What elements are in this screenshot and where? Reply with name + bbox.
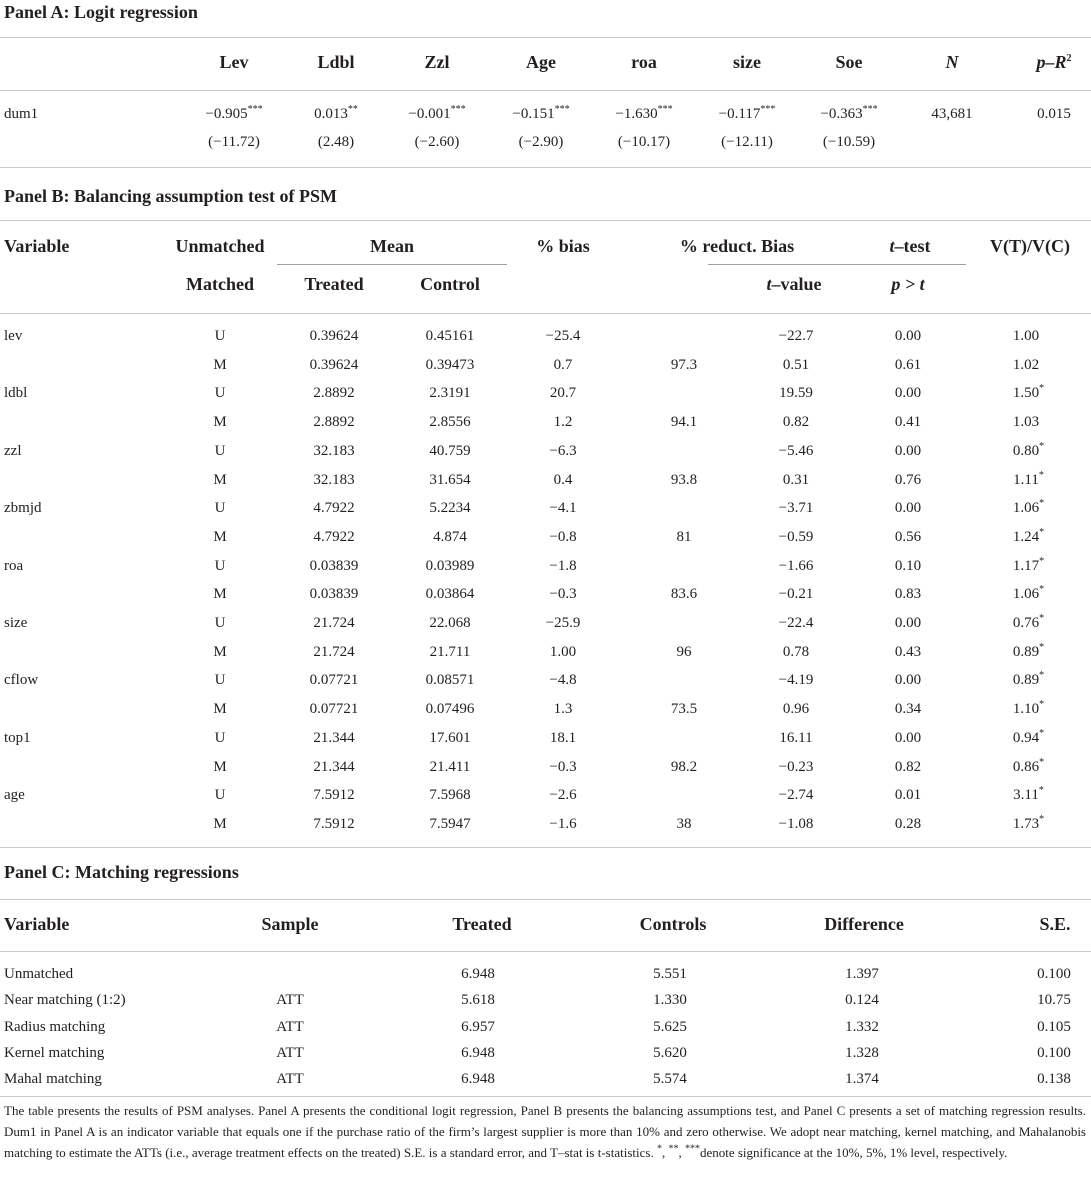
coef-cell: −0.905***: [205, 104, 263, 122]
bias-cell: 20.7: [549, 385, 577, 402]
control-mean-cell: 17.601: [429, 729, 471, 746]
vratio-cell: 1.11 *: [1013, 469, 1044, 488]
t-value-cell: −4.19: [778, 672, 814, 689]
unmatched-matched-cell: M: [213, 356, 227, 373]
p-value-cell: 0.00: [894, 672, 922, 689]
divider: [0, 899, 1091, 900]
se-cell: 0.105: [1037, 1018, 1071, 1035]
unmatched-matched-cell: M: [213, 414, 227, 431]
sample-cell: ATT: [276, 992, 304, 1009]
col-header-ldbl: Ldbl: [317, 52, 355, 72]
vratio-cell: 1.10 *: [1012, 699, 1045, 718]
treated-mean-cell: 0.03839: [309, 557, 359, 574]
bias-cell: −1.8: [549, 557, 577, 574]
col-header-variable: Variable: [4, 914, 70, 934]
bias-cell: 0.7: [553, 356, 573, 373]
mean-underline: [277, 264, 507, 265]
controls-cell: 5.574: [653, 1071, 687, 1088]
col-header-n: N: [945, 52, 959, 72]
p-value-cell: 0.01: [894, 787, 922, 804]
variable-cell: roa: [4, 557, 24, 574]
bias-cell: −2.6: [549, 787, 577, 804]
bias-cell: 1.3: [553, 701, 573, 718]
variable-cell: Radius matching: [4, 1018, 106, 1035]
unmatched-matched-cell: U: [214, 500, 226, 517]
p-value-cell: 0.00: [894, 729, 922, 746]
unmatched-matched-cell: U: [214, 672, 226, 689]
treated-mean-cell: 4.7922: [313, 500, 355, 517]
treated-mean-cell: 0.07721: [309, 672, 359, 689]
sample-cell: ATT: [276, 1071, 304, 1088]
treated-mean-cell: 21.344: [313, 758, 355, 775]
reduct-bias-cell: 97.3: [670, 356, 698, 373]
unmatched-matched-cell: U: [214, 557, 226, 574]
variable-cell: lev: [4, 328, 23, 344]
t-value-cell: −0.59: [778, 528, 814, 545]
reduct-bias-cell: 38: [676, 815, 692, 832]
se-cell: 0.100: [1037, 966, 1071, 982]
variable-cell: Unmatched: [4, 966, 74, 982]
variable-cell: top1: [4, 729, 31, 746]
coef-cell: −0.363***: [820, 104, 878, 122]
unmatched-matched-cell: U: [214, 787, 226, 804]
variable-cell: zzl: [4, 442, 22, 459]
col-header-size: size: [733, 52, 761, 72]
col-header-pr2: $p-R^2$: [1036, 52, 1072, 72]
control-mean-cell: 2.3191: [429, 385, 471, 402]
p-value-cell: 0.56: [894, 528, 922, 545]
treated-mean-cell: 7.5912: [313, 815, 355, 832]
control-mean-cell: 0.07496: [425, 701, 475, 718]
control-mean-cell: 31.654: [429, 471, 471, 488]
panel-c-title: Panel C: Matching regressions: [4, 862, 239, 882]
t-value-cell: −22.4: [778, 615, 814, 631]
controls-cell: 5.625: [653, 1018, 687, 1035]
unmatched-matched-cell: M: [213, 643, 227, 660]
sample-cell: ATT: [276, 1018, 304, 1035]
reduct-bias-cell: 98.2: [670, 758, 698, 775]
bias-cell: 1.2: [553, 414, 573, 431]
col-header-tvalue: t–value: [766, 274, 822, 294]
treated-cell: 6.948: [461, 966, 495, 982]
divider: [0, 1096, 1091, 1097]
t-value-cell: −5.46: [778, 442, 814, 459]
treated-mean-cell: 2.8892: [313, 414, 355, 431]
vratio-cell: 1.73 *: [1012, 813, 1045, 832]
bias-cell: −6.3: [549, 442, 577, 459]
col-header-difference: Difference: [824, 914, 904, 934]
tstat-cell: (−10.17): [617, 134, 671, 150]
tstat-cell: (2.48): [317, 134, 355, 150]
vratio-cell: 0.86 *: [1012, 756, 1045, 775]
control-mean-cell: 0.03989: [425, 557, 475, 574]
unmatched-matched-cell: M: [213, 471, 227, 488]
coef-cell: −0.117***: [718, 104, 776, 122]
t-value-cell: −0.21: [778, 586, 814, 603]
variable-cell: zbmjd: [4, 500, 42, 517]
variable-cell: cflow: [4, 672, 39, 689]
sample-cell: ATT: [276, 1044, 304, 1061]
vratio-cell: 0.89 *: [1012, 670, 1045, 689]
bias-cell: −25.9: [545, 615, 581, 631]
control-mean-cell: 0.45161: [425, 328, 475, 344]
col-header-matched: Matched: [186, 274, 254, 294]
p-value-cell: 0.10: [894, 557, 922, 574]
p-value-cell: 0.00: [894, 328, 922, 344]
row-label-dum1: dum1: [4, 106, 39, 122]
t-value-cell: 19.59: [779, 385, 813, 402]
divider: [0, 90, 1091, 91]
p-value-cell: 0.82: [894, 758, 922, 775]
bias-cell: −0.3: [549, 758, 577, 775]
col-header-sample: Sample: [261, 914, 319, 934]
col-header-bias: % bias: [536, 236, 590, 256]
vratio-cell: 1.17 *: [1012, 555, 1045, 574]
vratio-cell: 0.89 *: [1012, 641, 1045, 660]
p-value-cell: 0.43: [894, 643, 922, 660]
control-mean-cell: 7.5947: [429, 815, 471, 832]
col-header-treated: Treated: [304, 274, 364, 294]
p-value-cell: 0.76: [894, 471, 922, 488]
bias-cell: 1.00: [549, 643, 577, 660]
panel-b-title: Panel B: Balancing assumption test of PSM: [4, 186, 338, 206]
unmatched-matched-cell: U: [214, 615, 226, 631]
p-value-cell: 0.00: [894, 385, 922, 402]
reduct-bias-cell: 96: [676, 643, 692, 660]
divider: [0, 220, 1091, 221]
col-header-variable: Variable: [4, 236, 70, 256]
treated-mean-cell: 2.8892: [313, 385, 355, 402]
variable-cell: Kernel matching: [4, 1044, 105, 1061]
treated-cell: 5.618: [461, 992, 495, 1009]
reduct-bias-cell: 73.5: [670, 701, 698, 718]
table-footnote: The table presents the results of PSM analyses. Panel A presents the conditional logit regression, Panel B presents the balancing assumptions test, and Panel C presents a set of matching regression results. Dum1 in Panel A is an indicator variable that equals one if the purchase ratio of the firm’s largest supplier is more than 10% and zero otherwise. We adopt near matching, kernel matching, and Mahalanobis matching to estimate the ATTs (i.e., average treatment effects on the treated) S.E. is a standard error, and T–stat is t-statistics. *, **, ***denote significance at the 10%, 5%, 1% level, respectively.: [4, 1103, 1086, 1160]
p-value-cell: 0.00: [894, 615, 922, 631]
col-header-se: S.E.: [1039, 914, 1071, 934]
vratio-cell: 1.02: [1012, 356, 1040, 373]
variable-cell: age: [4, 787, 25, 804]
vratio-cell: 1.03: [1012, 414, 1040, 431]
se-cell: 10.75: [1037, 992, 1071, 1009]
p-value-cell: 0.00: [894, 500, 922, 517]
reduct-bias-cell: 93.8: [670, 471, 698, 488]
coef-cell: −0.151***: [512, 104, 570, 122]
tstat-cell: (−2.60): [414, 134, 460, 150]
tstat-cell: (−2.90): [518, 134, 564, 150]
t-value-cell: −3.71: [778, 500, 814, 517]
vratio-cell: 3.11 *: [1013, 785, 1044, 804]
t-value-cell: 0.82: [782, 414, 810, 431]
variable-cell: Mahal matching: [4, 1071, 102, 1088]
variable-cell: size: [4, 615, 28, 631]
unmatched-matched-cell: U: [214, 729, 226, 746]
p-value-cell: 0.83: [894, 586, 922, 603]
t-value-cell: −1.66: [778, 557, 814, 574]
bias-cell: −4.8: [549, 672, 577, 689]
bias-cell: 18.1: [549, 729, 577, 746]
t-value-cell: 16.11: [779, 729, 813, 746]
treated-mean-cell: 21.724: [313, 643, 355, 660]
col-header-soe: Soe: [835, 52, 863, 72]
controls-cell: 1.330: [653, 992, 687, 1009]
divider: [0, 167, 1091, 168]
col-header-unmatched: Unmatched: [175, 236, 265, 256]
treated-mean-cell: 4.7922: [313, 528, 355, 545]
divider: [0, 37, 1091, 38]
variable-cell: Near matching (1:2): [4, 992, 126, 1009]
t-value-cell: 0.31: [782, 471, 810, 488]
t-value-cell: −22.7: [778, 328, 814, 344]
controls-cell: 5.620: [653, 1044, 687, 1061]
bias-cell: −25.4: [545, 328, 581, 344]
vratio-cell: 1.24 *: [1012, 526, 1045, 545]
control-mean-cell: 0.39473: [425, 356, 475, 373]
bias-cell: 0.4: [553, 471, 573, 488]
treated-mean-cell: 21.724: [313, 615, 355, 631]
treated-mean-cell: 0.03839: [309, 586, 359, 603]
control-mean-cell: 0.03864: [425, 586, 475, 603]
control-mean-cell: 4.874: [433, 528, 467, 545]
unmatched-matched-cell: U: [214, 328, 226, 344]
p-value-cell: 0.41: [894, 414, 922, 431]
col-header-zzl: Zzl: [424, 52, 450, 72]
treated-mean-cell: 7.5912: [313, 787, 355, 804]
col-header-lev: Lev: [219, 52, 249, 72]
controls-cell: 5.551: [653, 966, 687, 982]
difference-cell: 1.374: [845, 1071, 879, 1088]
col-header-controls: Controls: [639, 914, 707, 934]
treated-mean-cell: 0.39624: [309, 356, 359, 373]
t-value-cell: 0.96: [782, 701, 810, 718]
bias-cell: −1.6: [549, 815, 577, 832]
t-value-cell: 0.51: [782, 356, 810, 373]
reduct-bias-cell: 81: [676, 528, 692, 545]
reduct-bias-cell: 94.1: [670, 414, 698, 431]
p-value-cell: 0.00: [894, 442, 922, 459]
col-header-control: Control: [420, 274, 480, 294]
control-mean-cell: 21.711: [429, 643, 471, 660]
vratio-cell: 0.94 *: [1012, 727, 1045, 746]
p-value-cell: 0.61: [894, 356, 922, 373]
tstat-cell: (−10.59): [822, 134, 876, 150]
control-mean-cell: 21.411: [429, 758, 471, 775]
ttest-underline: [708, 264, 966, 265]
coef-cell: −0.001***: [408, 104, 466, 122]
col-header-mean: Mean: [370, 236, 414, 256]
se-cell: 0.138: [1037, 1071, 1071, 1088]
difference-cell: 1.332: [845, 1018, 879, 1035]
control-mean-cell: 5.2234: [429, 500, 471, 517]
vratio-cell: 1.50 *: [1012, 383, 1045, 402]
divider: [0, 951, 1091, 952]
se-cell: 0.100: [1037, 1044, 1071, 1061]
treated-mean-cell: 32.183: [313, 442, 355, 459]
col-header-vratio: V(T)/V(C): [990, 236, 1070, 256]
difference-cell: 1.397: [845, 966, 879, 982]
coef-cell: 0.013**: [314, 104, 358, 122]
p-value-cell: 0.34: [894, 701, 922, 718]
coef-cell: −1.630***: [615, 104, 673, 122]
treated-cell: 6.948: [461, 1044, 495, 1061]
pr2-cell: 0.015: [1037, 106, 1071, 122]
col-header-ttest: t–test: [889, 236, 931, 256]
col-header-treated: Treated: [452, 914, 512, 934]
t-value-cell: 0.78: [782, 643, 810, 660]
treated-mean-cell: 32.183: [313, 471, 355, 488]
control-mean-cell: 40.759: [429, 442, 471, 459]
difference-cell: 1.328: [845, 1044, 879, 1061]
reduct-bias-cell: 83.6: [670, 586, 698, 603]
unmatched-matched-cell: M: [213, 815, 227, 832]
treated-mean-cell: 0.07721: [309, 701, 359, 718]
t-value-cell: −0.23: [778, 758, 814, 775]
t-value-cell: −2.74: [778, 787, 814, 804]
bias-cell: −4.1: [549, 500, 577, 517]
treated-cell: 6.948: [461, 1071, 495, 1088]
panel-a-title: Panel A: Logit regression: [4, 2, 198, 22]
vratio-cell: 0.80 *: [1012, 440, 1045, 459]
divider: [0, 847, 1091, 848]
control-mean-cell: 7.5968: [429, 787, 471, 804]
unmatched-matched-cell: M: [213, 586, 227, 603]
bias-cell: −0.3: [549, 586, 577, 603]
tstat-cell: (−11.72): [208, 134, 260, 150]
control-mean-cell: 0.08571: [425, 672, 475, 689]
bias-cell: −0.8: [549, 528, 577, 545]
treated-mean-cell: 21.344: [313, 729, 355, 746]
unmatched-matched-cell: M: [213, 528, 227, 545]
control-mean-cell: 22.068: [429, 615, 471, 631]
vratio-cell: 0.76 *: [1012, 613, 1045, 631]
unmatched-matched-cell: M: [213, 758, 227, 775]
tstat-cell: (−12.11): [721, 134, 773, 150]
vratio-cell: 1.06 *: [1012, 498, 1045, 517]
unmatched-matched-cell: M: [213, 701, 227, 718]
n-cell: 43,681: [931, 106, 973, 122]
col-header-reduct-bias: % reduct. Bias: [679, 236, 795, 256]
unmatched-matched-cell: U: [214, 442, 226, 459]
unmatched-matched-cell: U: [214, 385, 226, 402]
p-value-cell: 0.28: [894, 815, 922, 832]
difference-cell: 0.124: [845, 992, 879, 1009]
control-mean-cell: 2.8556: [429, 414, 471, 431]
t-value-cell: −1.08: [778, 815, 814, 832]
col-header-roa: roa: [631, 52, 657, 72]
col-header-age: Age: [526, 52, 556, 72]
col-header-p-gt-t: p > t: [891, 274, 925, 294]
treated-cell: 6.957: [461, 1018, 495, 1035]
variable-cell: ldbl: [4, 385, 28, 402]
divider: [0, 313, 1091, 314]
vratio-cell: 1.06 *: [1012, 584, 1045, 603]
treated-mean-cell: 0.39624: [309, 328, 359, 344]
vratio-cell: 1.00: [1012, 328, 1040, 344]
